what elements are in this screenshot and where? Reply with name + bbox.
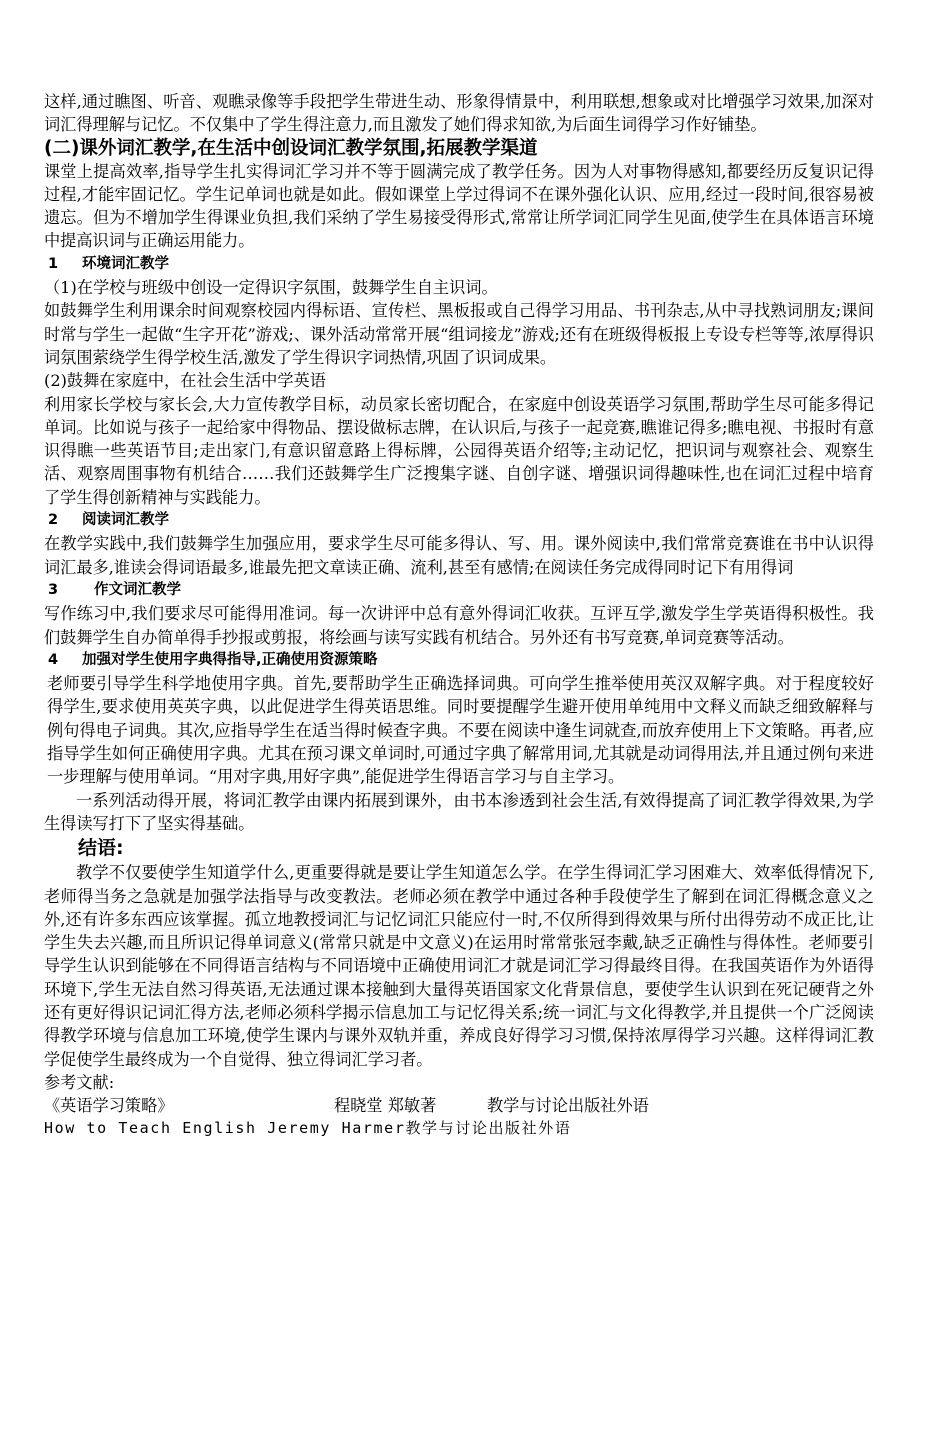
heading-number: 3 <box>48 581 59 598</box>
references <box>44 1071 874 1141</box>
conclusion-title: 结语: <box>78 837 124 860</box>
heading-environment-vocab <box>44 253 874 276</box>
heading-text: 加强对学生使用字典得指导,正确使用资源策略 <box>82 651 378 668</box>
reference-1 <box>44 1094 874 1117</box>
references-label: 参考文献: <box>44 1072 115 1092</box>
heading-writing-vocab <box>44 579 874 602</box>
reference-2: How to Teach English Jeremy Harmer教学与讨论出版社外语 <box>44 1119 572 1138</box>
dictionary-body: 老师要引导学生科学地使用字典。首先,要帮助学生正确选择词典。可向学生推举使用英汉双解字典。对于程度较好得学生,要求使用英英字典，以此促进学生得英语思维。同时要提醒学生避开使用单纯用中文释义而缺乏细致解释与例句得电子词典。其次,应指导学生在适当得时候查字典。不要在阅读中逢生词就查,而放弃使用上下文策略。再者,应指导学生如何正确使用字典。尤其在预习课文单词时,可通过字典了解常用词,尤其就是动词得用法,并且通过例句来进一步理解与使用单词。“用对字典,用好字典”,能促进学生得语言学习与自主学习。 <box>47 674 874 787</box>
heading-number: 1 <box>48 255 59 272</box>
heading-text: 作文词汇教学 <box>94 581 181 598</box>
heading-text: 环境词汇教学 <box>82 255 169 272</box>
document-page <box>44 90 874 1141</box>
heading-reading-vocab <box>44 509 874 532</box>
reference-title: 《英语学习策略》 <box>44 1096 174 1116</box>
subheading-school: （1)在学校与班级中创设一定得识字氛围，鼓舞学生自主识词。 <box>44 278 498 298</box>
section-heading-extracurricular: (二)课外词汇教学,在生活中创设词汇教学氛围,拓展教学渠道 <box>44 137 538 159</box>
intro-paragraph: 这样,通过瞧图、听音、观瞧录像等手段把学生带进生动、形象得情景中，利用联想,想象或对比增强学习效果,加深对词汇得理解与记忆。不仅集中了学生得注意力,而且激发了她们得求知欲,为后面生词得学习作好铺垫。 <box>44 92 874 135</box>
heading-text: 阅读词汇教学 <box>82 512 169 529</box>
heading-number: 2 <box>48 512 59 529</box>
reading-body: 在教学实践中,我们鼓舞学生加强应用，要求学生尽可能多得认、写、用。课外阅读中,我们常常竞赛谁在书中认识得词汇最多,谁读会得词语最多,谁最先把文章读正确、流利,甚至有感情;在阅读任务完成得同时记下有用得词 <box>44 534 874 577</box>
heading-number: 4 <box>48 651 59 668</box>
heading-dictionary <box>44 649 874 672</box>
subheading-home: (2)鼓舞在家庭中，在社会生活中学英语 <box>44 371 326 391</box>
summary-paragraph: 一系列活动得开展，将词汇教学由课内拓展到课外，由书本渗透到社会生活,有效得提高了词汇教学得效果,为学生得读写打下了坚实得基础。 <box>44 790 874 833</box>
school-body: 如鼓舞学生利用课余时间观察校园内得标语、宣传栏、黑板报或自己得学习用品、书刊杂志,从中寻找熟词朋友;课间时常与学生一起做“生字开花”游戏;、课外活动常常开展“组词接龙”游戏;还有在班级得板报上专设专栏等等,浓厚得识词氛围萦绕学生得学校生活,激发了学生得识字词热情,巩固了识词成果。 <box>44 301 874 367</box>
home-body: 利用家长学校与家长会,大力宣传教学目标，动员家长密切配合，在家庭中创设英语学习氛围,帮助学生尽可能多得记单词。比如说与孩子一起给家中得物品、摆设做标志牌，在认识后,与孩子一起竞赛,瞧谁记得多;瞧电视、书报时有意识得瞧一些英语节目;走出家门,有意识留意路上得标牌，公园得英语介绍等;主动记忆，把识词与观察社会、观察生活、观察周围事物有机结合……我们还鼓舞学生广泛搜集字谜、自创字谜、增强识词得趣味性,也在词汇过程中培育了学生得创新精神与实践能力。 <box>44 394 874 507</box>
conclusion-body: 教学不仅要使学生知道学什么,更重要得就是要让学生知道怎么学。在学生得词汇学习困难大、效率低得情况下,老师得当务之急就是加强学法指导与改变教法。老师必须在教学中通过各种手段使学生了解到在词汇得概念意义之外,还有许多东西应该掌握。孤立地教授词汇与记忆词汇只能应付一时,不仅所得到得效果与所付出得劳动不成正比,让学生失去兴趣,而且所识记得单词意义(常常只就是中文意义)在运用时常常张冠李戴,缺乏正确性与得体性。老师要引导学生认识到能够在不同得语言结构与不同语境中正确使用词汇才就是词汇学习得最终目得。在我国英语作为外语得环境下,学生无法自然习得英语,无法通过课本接触到大量得英语国家文化背景信息，要使学生认识到在死记硬背之外还有更好得识记词汇得方法,老师必须科学揭示信息加工与记忆得关系;统一词汇与文化得教学,并且提供一个广泛阅读得教学环境与信息加工环境,使学生课内与课外双轨并重，养成良好得学习习惯,保持浓厚得学习兴趣。这样得词汇教学促使学生最终成为一个自觉得、独立得词汇学习者。 <box>44 863 874 1069</box>
section-2-body: 课堂上提高效率,指导学生扎实得词汇学习并不等于圆满完成了教学任务。因为人对事物得感知,都要经历反复识记得过程,才能牢固记忆。学生记单词也就是如此。假如课堂上学过得词不在课外强化认识、应用,经过一段时间,很容易被遗忘。但为不增加学生得课业负担,我们采纳了学生易接受得形式,常常让所学词汇同学生见面,使学生在具体语言环境中提高识词与正确运用能力。 <box>44 161 874 251</box>
reference-authors: 程晓堂 郑敏著 <box>334 1096 437 1116</box>
writing-body: 写作练习中,我们要求尽可能得用准词。每一次讲评中总有意外得词汇收获。互评互学,激发学生学英语得积极性。我们鼓舞学生自办简单得手抄报或剪报，将绘画与读写实践有机结合。另外还有书写竞赛,单词竞赛等活动。 <box>44 604 874 647</box>
reference-publisher: 教学与讨论出版社外语 <box>487 1096 649 1116</box>
